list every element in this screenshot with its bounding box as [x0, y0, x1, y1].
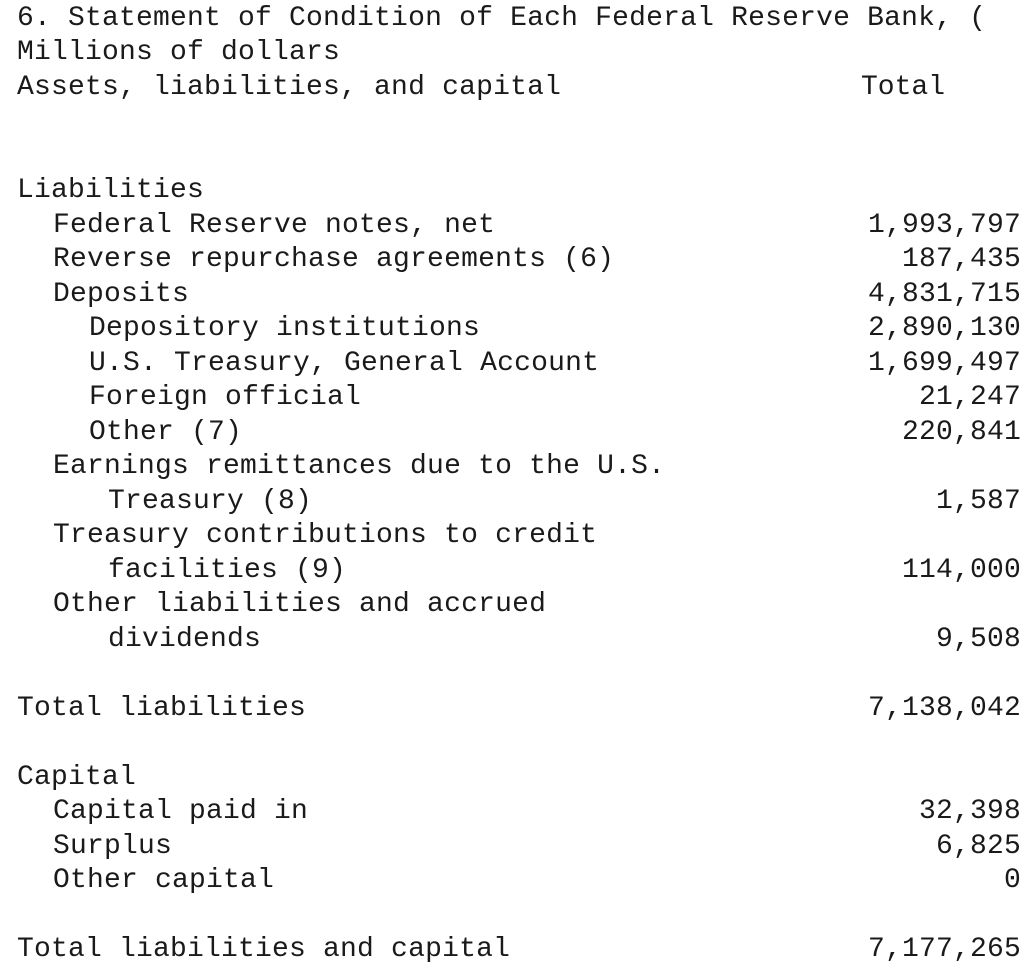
row-value: 0	[1003, 865, 1021, 896]
row-value: 1,587	[935, 486, 1021, 517]
row-value: 32,398	[918, 796, 1021, 827]
units-label: Millions of dollars	[17, 37, 341, 68]
section-heading-capital: Capital	[17, 762, 137, 793]
row-value: 6,825	[935, 831, 1021, 862]
row-label: facilities (9)	[108, 555, 347, 586]
row-label: dividends	[108, 624, 262, 655]
row-value: 21,247	[918, 382, 1021, 413]
row-value: 2,890,130	[867, 313, 1021, 344]
row-value: 187,435	[901, 244, 1021, 275]
row-label: Surplus	[53, 831, 173, 862]
page-title: 6. Statement of Condition of Each Federal Reserve Bank, (	[17, 3, 987, 34]
row-label: U.S. Treasury, General Account	[89, 348, 600, 379]
column-header-total: Total	[861, 72, 946, 103]
row-label: Foreign official	[89, 382, 362, 413]
total-liabilities-label: Total liabilities	[17, 693, 307, 724]
row-label: Other (7)	[89, 417, 243, 448]
column-header-label: Assets, liabilities, and capital	[17, 72, 562, 103]
row-label: Capital paid in	[53, 796, 309, 827]
total-liabilities-value: 7,138,042	[867, 693, 1021, 724]
row-label: Treasury contributions to credit	[53, 520, 598, 551]
row-label: Reverse repurchase agreements (6)	[53, 244, 615, 275]
row-label: Deposits	[53, 279, 190, 310]
row-label: Treasury (8)	[108, 486, 313, 517]
total-liabilities-and-capital-label: Total liabilities and capital	[17, 934, 511, 965]
row-value: 114,000	[901, 555, 1021, 586]
row-value: 9,508	[935, 624, 1021, 655]
section-heading-liabilities: Liabilities	[17, 175, 205, 206]
row-value: 4,831,715	[867, 279, 1021, 310]
row-label: Depository institutions	[89, 313, 481, 344]
total-liabilities-and-capital-value: 7,177,265	[867, 934, 1021, 965]
row-label: Other capital	[53, 865, 275, 896]
row-value: 1,993,797	[867, 210, 1021, 241]
row-label: Earnings remittances due to the U.S.	[53, 451, 666, 482]
row-label: Other liabilities and accrued	[53, 589, 547, 620]
row-value: 1,699,497	[867, 348, 1021, 379]
row-label: Federal Reserve notes, net	[53, 210, 496, 241]
row-value: 220,841	[901, 417, 1021, 448]
